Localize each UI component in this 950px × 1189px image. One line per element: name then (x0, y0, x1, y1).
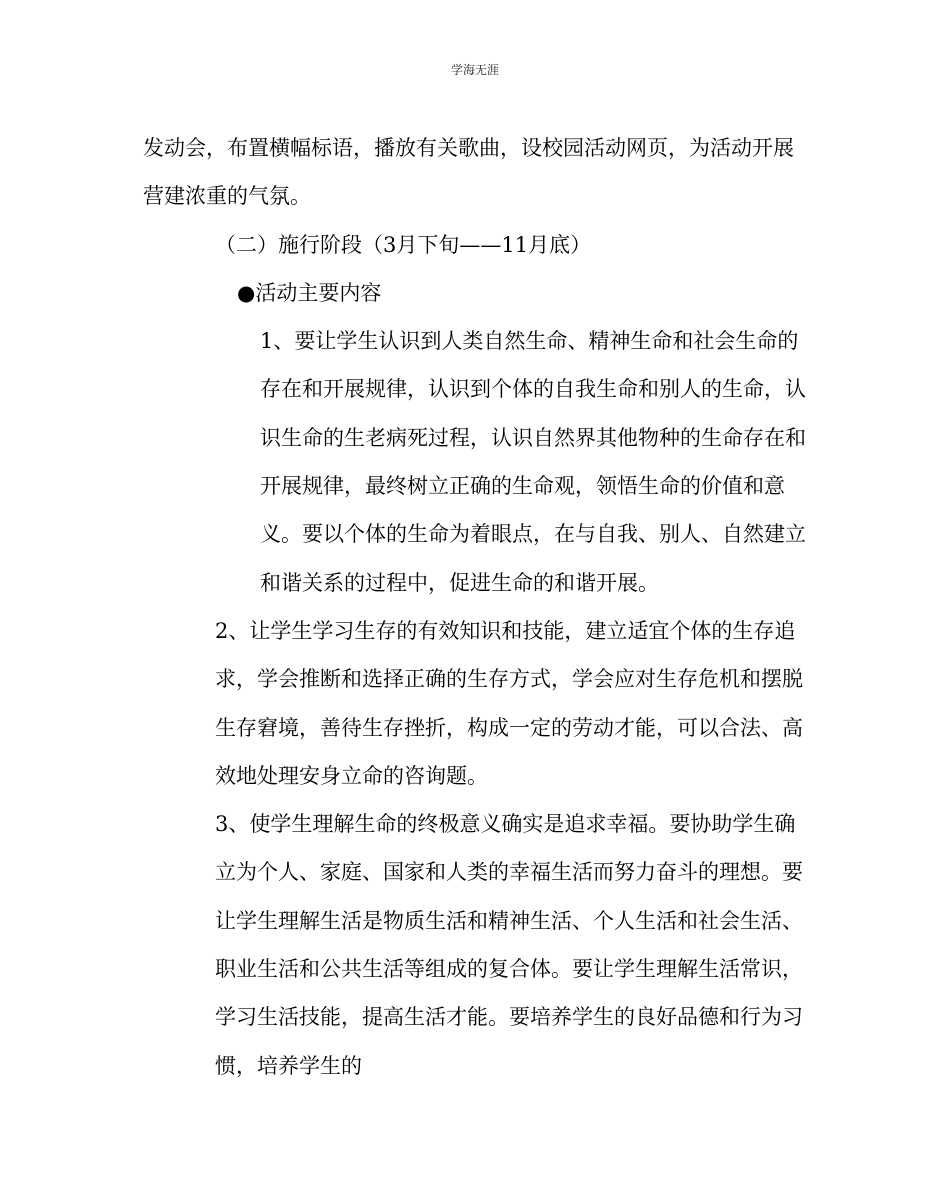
page-header: 学海无涯 (450, 63, 499, 77)
section-heading-implementation: （二）施行阶段（3月下旬——11月底） (215, 232, 592, 257)
paragraph-item-1: 1、要让学生认识到人类自然生命、精神生命和社会生命的存在和开展规律，认识到个体的自我生命和别人的生命，认识生命的生老病死过程，认识自然界其他物种的生命存在和开展规律，最终树立正确的生命观，领悟生命的价值和意义。要以个体的生命为着眼点，在与自我、别人、自然建立和谐关系的过程中，促进生命的和谐开展。 (260, 329, 806, 595)
document-body (143, 124, 807, 1090)
bullet-heading-main-content: ●活动主要内容 (237, 280, 382, 305)
paragraph-item-2: 2、让学生学习生存的有效知识和技能，建立适宜个体的生存追求，学会推断和选择正确的生存方式，学会应对生存危机和摆脱生存窘境，善待生存挫折，构成一定的劳动才能，可以合法、高效地处理安身立命的咨询题。 (215, 618, 803, 788)
paragraph-item-3: 3、使学生理解生命的终极意义确实是追求幸福。要协助学生确立为个人、家庭、国家和人类的幸福生活而努力奋斗的理想。要让学生理解生活是物质生活和精神生活、个人生活和社会生活、职业生活和公共生活等组成的复合体。要让学生理解生活常识，学习生活技能，提高生活才能。要培养学生的良好品德和行为习惯，培养学生的 (215, 812, 803, 1078)
paragraph-mobilization: 发动会，布置横幅标语，播放有关歌曲，设校园活动网页，为活动开展营建浓重的气氛。 (143, 136, 794, 209)
